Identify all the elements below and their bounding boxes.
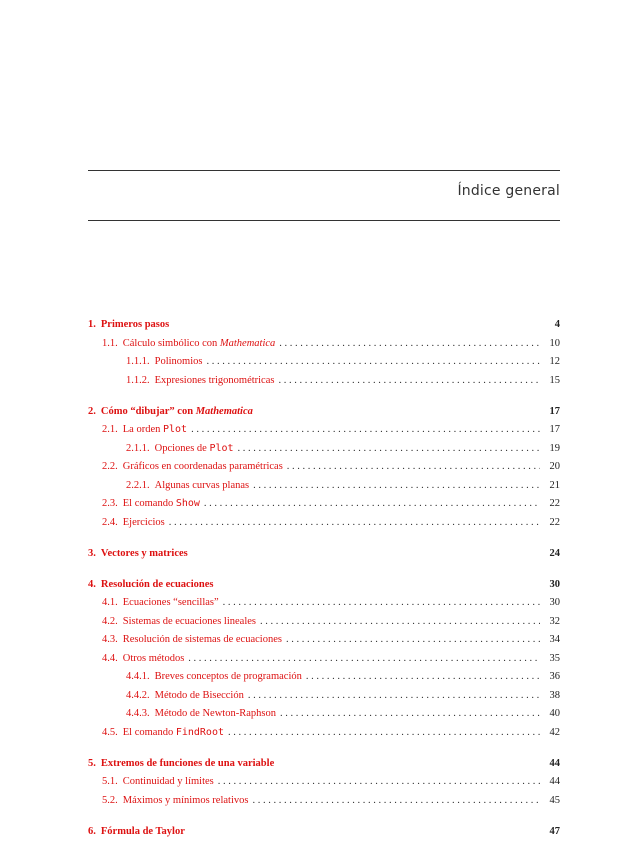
toc-entry-number: 2. — [88, 403, 96, 422]
toc-chapter-entry[interactable] — [88, 576, 560, 595]
toc-section-entry[interactable] — [88, 372, 560, 391]
toc-entry-emphasis: Mathematica — [220, 338, 275, 349]
toc-entry-number: 5. — [88, 755, 96, 774]
toc-entry-code: Plot — [209, 443, 233, 454]
toc-section-entry[interactable] — [88, 477, 560, 496]
toc-entry-title[interactable]: Resolución de ecuaciones — [101, 576, 214, 595]
toc-entry-title[interactable]: Algunas curvas planas — [155, 477, 249, 496]
toc-section-entry[interactable] — [88, 668, 560, 687]
toc-entry-title[interactable]: Expresiones trigonométricas — [155, 372, 275, 391]
toc-dot-leader — [188, 650, 540, 669]
toc-entry-page-number: 12 — [544, 353, 560, 372]
toc-entry-page-number: 15 — [544, 372, 560, 391]
toc-entry-title[interactable]: La orden Plot — [123, 421, 187, 440]
toc-chapter-entry[interactable] — [88, 755, 560, 774]
toc-chapter-entry[interactable] — [88, 316, 560, 335]
toc-entry-title[interactable]: Resolución de sistemas de ecuaciones — [123, 631, 282, 650]
toc-entry-page-number: 40 — [544, 705, 560, 724]
toc-entry-page-number: 35 — [544, 650, 560, 669]
toc-entry-title[interactable]: El comando FindRoot — [123, 724, 224, 743]
toc-chapter-entry[interactable] — [88, 403, 560, 422]
page-title: Índice general — [457, 183, 560, 199]
toc-entry-page-number: 45 — [544, 792, 560, 811]
toc-chapter-entry[interactable] — [88, 545, 560, 564]
toc-entry-number: 3. — [88, 545, 96, 564]
toc-section-entry[interactable] — [88, 495, 560, 514]
toc-dot-leader — [278, 372, 540, 391]
toc-dot-leader — [228, 724, 540, 743]
toc-entry-title[interactable]: Extremos de funciones de una variable — [101, 755, 274, 774]
toc-entry-number: 4.2. — [102, 613, 118, 632]
toc-entry-emphasis: Mathematica — [196, 406, 253, 417]
toc-entry-title[interactable]: Opciones de Plot — [155, 440, 234, 459]
toc-entry-number: 2.4. — [102, 514, 118, 533]
toc-entry-page-number: 19 — [544, 440, 560, 459]
toc-entry-page-number: 20 — [544, 458, 560, 477]
toc-entry-number: 1. — [88, 316, 96, 335]
toc-entry-title[interactable]: Máximos y mínimos relativos — [123, 792, 249, 811]
toc-entry-page-number: 32 — [544, 613, 560, 632]
toc-entry-number: 4.3. — [102, 631, 118, 650]
toc-entry-page-number: 42 — [544, 724, 560, 743]
toc-entry-code: FindRoot — [176, 727, 224, 738]
toc-entry-number: 4.4.1. — [126, 668, 150, 687]
toc-section-entry[interactable] — [88, 353, 560, 372]
toc-entry-page-number: 36 — [544, 668, 560, 687]
toc-dot-leader — [248, 687, 540, 706]
toc-entry-title[interactable]: Fórmula de Taylor — [101, 823, 185, 841]
toc-entry-title[interactable]: Gráficos en coordenadas paramétricas — [123, 458, 283, 477]
toc-entry-title[interactable]: Sistemas de ecuaciones lineales — [123, 613, 256, 632]
toc-section-entry[interactable] — [88, 440, 560, 459]
toc-section-entry[interactable] — [88, 631, 560, 650]
toc-entry-number: 4.5. — [102, 724, 118, 743]
header-rule-top — [88, 170, 560, 171]
toc-section-entry[interactable] — [88, 705, 560, 724]
toc-entry-page-number: 17 — [544, 421, 560, 440]
toc-entry-title[interactable]: Otros métodos — [123, 650, 185, 669]
toc-entry-title[interactable]: Ejercicios — [123, 514, 165, 533]
toc-entry-number: 1.1. — [102, 335, 118, 354]
toc-entry-page-number: 34 — [544, 631, 560, 650]
toc-section-entry[interactable] — [88, 724, 560, 743]
toc-dot-leader — [238, 440, 540, 459]
toc-section-entry[interactable] — [88, 773, 560, 792]
toc-entry-page-number: 44 — [544, 755, 560, 774]
toc-dot-leader — [223, 594, 540, 613]
toc-entry-title[interactable]: El comando Show — [123, 495, 200, 514]
toc-entry-page-number: 21 — [544, 477, 560, 496]
toc-entry-number: 4.4.2. — [126, 687, 150, 706]
toc-entry-page-number: 22 — [544, 514, 560, 533]
toc-entry-page-number: 24 — [544, 545, 560, 564]
toc-entry-page-number: 10 — [544, 335, 560, 354]
toc-entry-page-number: 38 — [544, 687, 560, 706]
table-of-contents — [88, 316, 560, 841]
toc-entry-number: 4.4.3. — [126, 705, 150, 724]
toc-entry-page-number: 47 — [544, 823, 560, 841]
toc-entry-number: 1.1.1. — [126, 353, 150, 372]
toc-dot-leader — [260, 613, 540, 632]
toc-dot-leader — [286, 631, 540, 650]
toc-entry-page-number: 22 — [544, 495, 560, 514]
toc-section-entry[interactable] — [88, 613, 560, 632]
toc-entry-number: 2.1. — [102, 421, 118, 440]
toc-entry-title[interactable]: Ecuaciones “sencillas” — [123, 594, 219, 613]
toc-section-entry[interactable] — [88, 458, 560, 477]
toc-entry-number: 5.2. — [102, 792, 118, 811]
toc-entry-number: 2.1.1. — [126, 440, 150, 459]
toc-entry-page-number: 44 — [544, 773, 560, 792]
toc-section-entry[interactable] — [88, 421, 560, 440]
toc-section-entry[interactable] — [88, 594, 560, 613]
toc-section-entry[interactable] — [88, 335, 560, 354]
toc-entry-title[interactable]: Método de Bisección — [155, 687, 244, 706]
toc-dot-leader — [218, 773, 540, 792]
toc-dot-leader — [206, 353, 540, 372]
toc-dot-leader — [280, 705, 540, 724]
toc-entry-title[interactable]: Vectores y matrices — [101, 545, 188, 564]
toc-entry-title[interactable]: Continuidad y límites — [123, 773, 214, 792]
toc-entry-number: 4. — [88, 576, 96, 595]
toc-entry-title[interactable]: Polinomios — [155, 353, 203, 372]
toc-section-entry[interactable] — [88, 514, 560, 533]
toc-entry-number: 5.1. — [102, 773, 118, 792]
toc-dot-leader — [169, 514, 540, 533]
toc-dot-leader — [279, 335, 540, 354]
toc-section-entry[interactable] — [88, 687, 560, 706]
toc-section-entry[interactable] — [88, 650, 560, 669]
toc-entry-number: 2.2.1. — [126, 477, 150, 496]
toc-dot-leader — [204, 495, 540, 514]
toc-entry-code: Plot — [163, 424, 187, 435]
toc-entry-page-number: 17 — [544, 403, 560, 422]
toc-entry-number: 6. — [88, 823, 96, 841]
toc-entry-number: 2.2. — [102, 458, 118, 477]
toc-entry-code: Show — [176, 498, 200, 509]
header-rule-bottom — [88, 220, 560, 221]
toc-dot-leader — [252, 792, 540, 811]
toc-entry-title[interactable]: Cómo “dibujar” con Mathematica — [101, 403, 253, 422]
toc-entry-number: 1.1.2. — [126, 372, 150, 391]
toc-entry-page-number: 30 — [544, 594, 560, 613]
toc-entry-title[interactable]: Cálculo simbólico con Mathematica — [123, 335, 276, 354]
toc-dot-leader — [253, 477, 540, 496]
toc-entry-number: 4.4. — [102, 650, 118, 669]
toc-entry-page-number: 4 — [544, 316, 560, 335]
toc-dot-leader — [287, 458, 540, 477]
toc-chapter-entry[interactable] — [88, 823, 560, 841]
toc-entry-number: 4.1. — [102, 594, 118, 613]
toc-section-entry[interactable] — [88, 792, 560, 811]
toc-dot-leader — [306, 668, 540, 687]
toc-entry-title[interactable]: Método de Newton-Raphson — [155, 705, 276, 724]
toc-entry-page-number: 30 — [544, 576, 560, 595]
toc-dot-leader — [191, 421, 540, 440]
toc-entry-title[interactable]: Primeros pasos — [101, 316, 169, 335]
toc-entry-number: 2.3. — [102, 495, 118, 514]
toc-entry-title[interactable]: Breves conceptos de programación — [155, 668, 302, 687]
